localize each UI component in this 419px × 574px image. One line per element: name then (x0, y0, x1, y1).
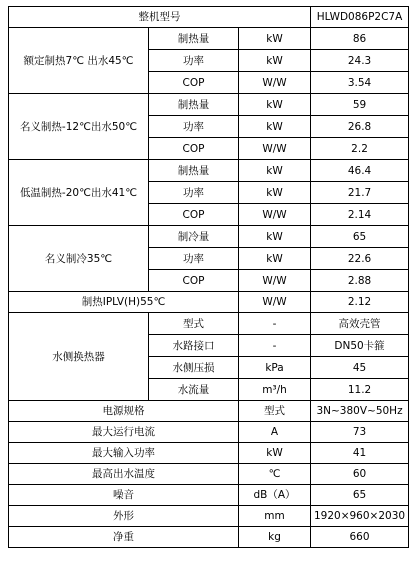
unit-cell: - (239, 313, 311, 335)
value-cell: 24.3 (311, 50, 409, 72)
unit-cell: W/W (239, 270, 311, 292)
table-row (9, 28, 409, 50)
value-cell: 11.2 (311, 379, 409, 401)
param-cell: 功率 (149, 182, 239, 204)
param-cell: COP (149, 270, 239, 292)
unit-cell: kW (239, 443, 311, 464)
unit-cell: W/W (239, 204, 311, 226)
value-cell: 660 (311, 527, 409, 548)
param-cell: COP (149, 72, 239, 94)
value-cell: 45 (311, 357, 409, 379)
table-row (9, 422, 409, 443)
value-cell: 3.54 (311, 72, 409, 94)
unit-cell: kW (239, 116, 311, 138)
value-cell: 59 (311, 94, 409, 116)
unit-cell: mm (239, 506, 311, 527)
table-row (9, 506, 409, 527)
table-row (9, 160, 409, 182)
unit-cell: kW (239, 94, 311, 116)
value-cell: 3N~380V~50Hz (311, 401, 409, 422)
value-cell: 2.2 (311, 138, 409, 160)
unit-cell: ℃ (239, 464, 311, 485)
param-cell: 最高出水温度 (9, 464, 239, 485)
param-cell: 制冷量 (149, 226, 239, 248)
unit-cell: kPa (239, 357, 311, 379)
condition-low-temp-heating: 低温制热-20℃出水41℃ (9, 160, 149, 226)
unit-cell: kW (239, 160, 311, 182)
value-cell: 1920×960×2030 (311, 506, 409, 527)
condition-nominal-heating: 名义制热-12℃出水50℃ (9, 94, 149, 160)
param-cell: COP (149, 138, 239, 160)
unit-cell: 型式 (239, 401, 311, 422)
param-cell: 噪音 (9, 485, 239, 506)
model-label: 整机型号 (9, 7, 311, 28)
water-hx-label: 水侧换热器 (9, 313, 149, 401)
value-cell: 73 (311, 422, 409, 443)
table-row (9, 464, 409, 485)
param-cell: COP (149, 204, 239, 226)
value-cell: 65 (311, 226, 409, 248)
value-cell: 高效壳管 (311, 313, 409, 335)
table-row (9, 443, 409, 464)
table-row (9, 226, 409, 248)
unit-cell: - (239, 335, 311, 357)
value-cell: 2.88 (311, 270, 409, 292)
table-row (9, 485, 409, 506)
header-row (9, 7, 409, 28)
param-cell: 制热量 (149, 94, 239, 116)
param-cell: 功率 (149, 248, 239, 270)
unit-cell: W/W (239, 72, 311, 94)
value-cell: 41 (311, 443, 409, 464)
value-cell: DN50卡箍 (311, 335, 409, 357)
param-cell: 水侧压损 (149, 357, 239, 379)
param-cell: 最大输入功率 (9, 443, 239, 464)
spec-table (8, 6, 409, 548)
param-cell: 水路接口 (149, 335, 239, 357)
unit-cell: W/W (239, 138, 311, 160)
param-cell: 功率 (149, 116, 239, 138)
param-cell: 电源规格 (9, 401, 239, 422)
iplv-label: 制热IPLV(H)55℃ (9, 292, 239, 313)
unit-cell: A (239, 422, 311, 443)
unit-cell: kW (239, 182, 311, 204)
table-row (9, 527, 409, 548)
unit-cell: dB（A） (239, 485, 311, 506)
value-cell: 2.14 (311, 204, 409, 226)
param-cell: 型式 (149, 313, 239, 335)
value-cell: 21.7 (311, 182, 409, 204)
unit-cell: kW (239, 226, 311, 248)
value-cell: 2.12 (311, 292, 409, 313)
value-cell: 65 (311, 485, 409, 506)
param-cell: 功率 (149, 50, 239, 72)
unit-cell: kW (239, 50, 311, 72)
value-cell: 46.4 (311, 160, 409, 182)
condition-nominal-cooling: 名义制冷35℃ (9, 226, 149, 292)
table-row (9, 313, 409, 335)
param-cell: 水流量 (149, 379, 239, 401)
table-row (9, 94, 409, 116)
unit-cell: kW (239, 28, 311, 50)
unit-cell: kg (239, 527, 311, 548)
value-cell: 22.6 (311, 248, 409, 270)
value-cell: 60 (311, 464, 409, 485)
table-row (9, 401, 409, 422)
unit-cell: kW (239, 248, 311, 270)
model-value: HLWD086P2C7A (311, 7, 409, 28)
unit-cell: m³/h (239, 379, 311, 401)
param-cell: 制热量 (149, 28, 239, 50)
param-cell: 净重 (9, 527, 239, 548)
value-cell: 26.8 (311, 116, 409, 138)
table-row (9, 292, 409, 313)
param-cell: 制热量 (149, 160, 239, 182)
condition-rated-heating: 额定制热7℃ 出水45℃ (9, 28, 149, 94)
value-cell: 86 (311, 28, 409, 50)
unit-cell: W/W (239, 292, 311, 313)
param-cell: 外形 (9, 506, 239, 527)
param-cell: 最大运行电流 (9, 422, 239, 443)
